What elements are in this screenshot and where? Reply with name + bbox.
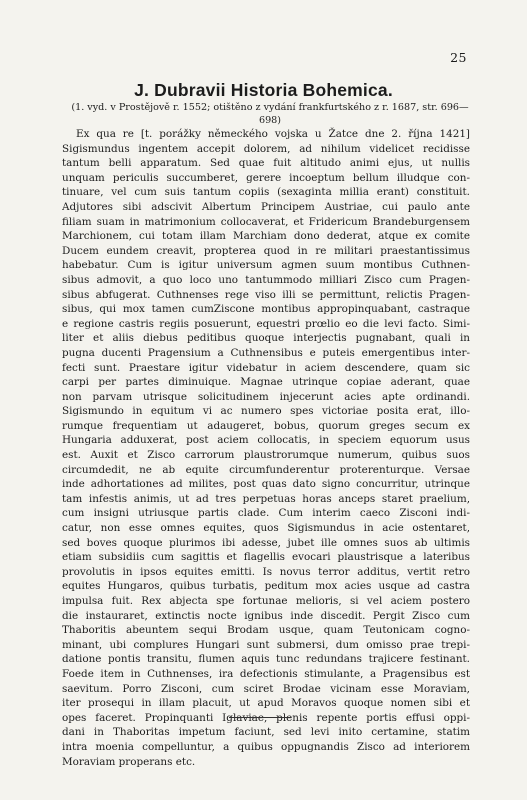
text-line: Marchionem, cui totam illam Marchiam dono dederat, atque ex comite xyxy=(62,230,470,243)
text-line: est. Auxit et Zisco carrorum plaustrorumque numerum, quibus suos xyxy=(62,449,470,462)
text-line: die instauraret, extinctis nocte ignibus inde discedit. Pergit Zisco cum xyxy=(62,609,470,622)
text-line: datione pontis transitu, flumen aquis tunc redundans trajicere festinant. xyxy=(62,653,470,666)
text-line: Ex qua re [t. porážky německého vojska u Žatce dne 2. října 1421] xyxy=(76,128,470,140)
text-line: opes faceret. Propinquanti Iglaviae, plenis repente portis effusi oppi- xyxy=(62,711,470,724)
text-line: Moraviam properans etc. xyxy=(62,755,196,768)
text-line: Ducem eundem creavit, propterea quod in re militari praestantissimus xyxy=(62,244,470,257)
text-line: liter et aliis diebus peditibus quoque interjectis pugnabant, quali in xyxy=(62,332,470,345)
text-line: sed boves quoque plurimos ibi adesse, jubet ille omnes suos ab ultimis xyxy=(62,536,470,549)
page-number: 25 xyxy=(450,50,467,65)
end-rule xyxy=(229,717,291,718)
text-line: Adjutores sibi adscivit Albertum Principem Austriae, cui paulo ante xyxy=(62,200,470,213)
text-line: tam infestis animis, ut ad tres perpetuas horas anceps staret praelium, xyxy=(62,492,470,505)
text-line: Sigismundo in equitum vi ac numero spes victoriae posita erat, illo- xyxy=(62,405,470,418)
text-line: cum insigni utriusque partis clade. Cum interim caeco Zisconi indi- xyxy=(62,507,470,520)
text-line: inde adhortationes ad milites, post quas dato signo concurritur, utrinque xyxy=(62,478,470,491)
text-line: intra moenia compelluntur, a quibus oppugnandis Zisco ad interiorem xyxy=(62,740,470,753)
text-line: tinuare, vel cum suis tantum copiis (sexaginta millia erant) constituit. xyxy=(62,186,470,199)
text-line: fecti sunt. Praestare igitur videbatur in aciem descendere, quam sic xyxy=(62,361,470,374)
page-title: J. Dubravii Historia Bohemica. xyxy=(134,80,393,100)
text-line: rumque frequentiam ut adaugeret, bobus, quorum greges secum ex xyxy=(62,419,470,432)
text-line: iter prosequi in illam placuit, ut apud Moravos quoque nomen sibi et xyxy=(62,697,470,710)
text-line: dani in Thaboritas impetum faciunt, sed levi inito certamine, statim xyxy=(62,726,470,739)
text-line: habebatur. Cum is igitur universum agmen suum montibus Cuthnen- xyxy=(62,259,470,272)
page-subtitle: (1. vyd. v Prostějově r. 1552; otištěno z vydání frankfurtského z r. 1687, str. 696—698) xyxy=(71,102,469,126)
text-line: carpi per partes diminuique. Magnae utrinque copiae aderant, quae xyxy=(62,376,470,389)
text-line: tantum belli apparatum. Sed quae fuit altitudo animi ejus, ut nullis xyxy=(62,157,470,170)
body-text xyxy=(62,127,470,769)
text-line: pugna ducenti Pragensium a Cuthnensibus e puteis emergentibus inter- xyxy=(62,346,470,359)
text-line: e regione castris regiis posuerunt, equestri prœlio eo die levi facto. Simi- xyxy=(62,317,470,330)
text-line: catur, non esse omnes equites, quos Sigismundus in acie ostentaret, xyxy=(62,522,470,535)
text-line: provolutis in ipsos equites emitti. Is novus terror additus, vertit retro xyxy=(62,565,470,578)
text-line: etiam subsidiis cum sagittis et flagellis evocari plaustrisque a lateribus xyxy=(62,551,470,564)
text-line: impulsa fuit. Rex abjecta spe fortunae melioris, si vel aciem postero xyxy=(62,595,470,607)
text-line: non parvam utrisque solicitudinem injecerunt acies apte ordinandi. xyxy=(62,390,470,403)
text-line: Sigismundus ingentem accepit dolorem, ad nihilum videlicet recidisse xyxy=(62,142,470,155)
text-line: sibus, qui mox tamen cumZiscone montibus appropinquabant, castraque xyxy=(62,303,470,316)
text-line: sibus admovit, a quo loco uno tantummodo milliari Zisco cum Pragen- xyxy=(62,273,470,286)
text-line: unquam periculis succumberet, gerere incoeptum bellum illudque con- xyxy=(62,171,470,184)
text-line: Foede item in Cuthnenses, ira defectionis stimulante, a Pragensibus est xyxy=(62,667,470,680)
text-line: filiam suam in matrimonium collocaverat, et Fridericum Brandeburgensem xyxy=(62,215,470,228)
text-line: sibus abfugerat. Cuthnenses rege viso illi se permittunt, relictis Pragen- xyxy=(62,288,470,301)
text-line: Hungaria adduxerat, post aciem collocatis, in speciem equorum usus xyxy=(62,434,470,447)
text-line: minant, ubi complures Hungari sunt submersi, dum omisso prae trepi- xyxy=(62,638,470,651)
text-line: saevitum. Porro Zisconi, cum sciret Brodae vicinam esse Moraviam, xyxy=(62,682,470,695)
text-line: circumdedit, ne ab equite circumfunderentur proterenturque. Versae xyxy=(62,463,470,476)
text-line: Thaboritis abeuntem sequi Brodam usque, quam Teutonicam cogno- xyxy=(62,624,470,637)
text-line: equites Hungaros, quibus turbatis, peditum mox acies usque ad castra xyxy=(62,580,470,593)
